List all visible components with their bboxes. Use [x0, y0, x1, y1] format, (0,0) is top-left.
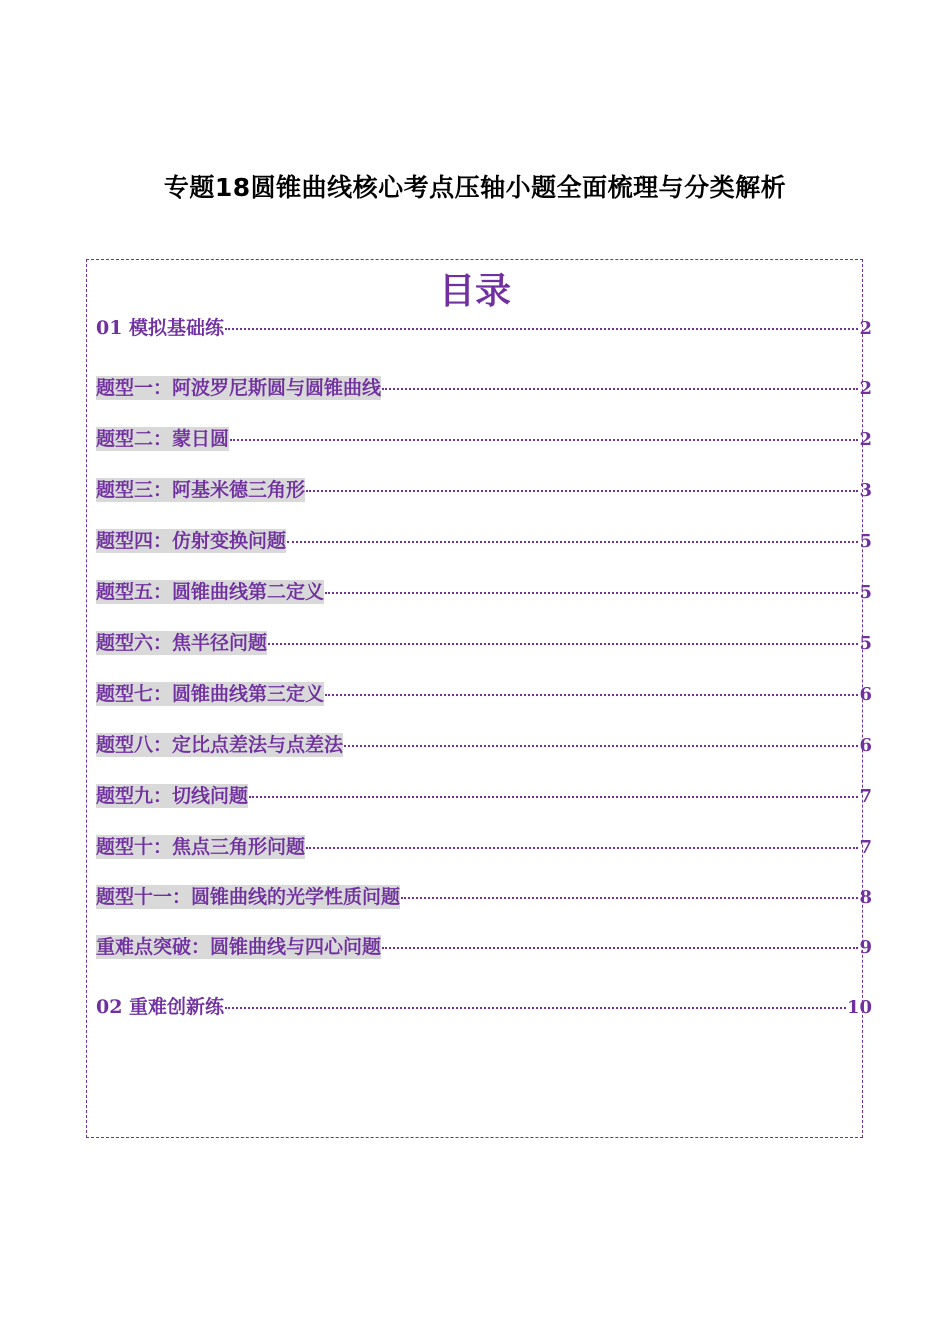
toc-entry[interactable]	[96, 580, 872, 605]
toc-page-number: 3	[859, 480, 872, 501]
toc-entry-label: 01 模拟基础练	[96, 317, 225, 339]
toc-dot-leader	[401, 897, 858, 899]
toc-dot-leader	[344, 745, 858, 747]
toc-page-number: 5	[859, 531, 872, 552]
toc-entry[interactable]	[96, 835, 872, 860]
toc-page-number: 9	[859, 937, 872, 958]
toc-dot-leader	[306, 847, 858, 849]
toc-dot-leader	[382, 947, 858, 949]
toc-entry[interactable]	[96, 631, 872, 656]
toc-page-number: 5	[859, 633, 872, 654]
toc-entry[interactable]	[96, 376, 872, 401]
toc-section-entry[interactable]	[96, 316, 872, 341]
toc-page-number: 7	[859, 837, 872, 858]
toc-entry-label: 题型十：焦点三角形问题	[96, 836, 306, 858]
toc-page-number: 7	[859, 786, 872, 807]
toc-entry-label: 题型四：仿射变换问题	[96, 530, 287, 552]
toc-entry[interactable]	[96, 885, 872, 910]
toc-page-number: 6	[859, 684, 872, 705]
toc-entry[interactable]	[96, 529, 872, 554]
toc-entry-label: 题型八：定比点差法与点差法	[96, 734, 344, 756]
toc-entry-label: 题型七：圆锥曲线第三定义	[96, 683, 325, 705]
toc-entry-label: 题型五：圆锥曲线第二定义	[96, 581, 325, 603]
toc-entry-label: 题型十一：圆锥曲线的光学性质问题	[96, 886, 401, 908]
toc-entry-label: 题型九：切线问题	[96, 785, 249, 807]
toc-entry[interactable]	[96, 478, 872, 503]
toc-dot-leader	[287, 541, 858, 543]
toc-entry-label: 题型一：阿波罗尼斯圆与圆锥曲线	[96, 377, 382, 399]
toc-entry-label: 题型三：阿基米德三角形	[96, 479, 306, 501]
toc-dot-leader	[225, 328, 858, 330]
toc-page-number: 10	[846, 997, 872, 1018]
toc-page-number: 2	[859, 429, 872, 450]
toc-dot-leader	[225, 1007, 846, 1009]
toc-entry-label: 重难点突破：圆锥曲线与四心问题	[96, 936, 382, 958]
toc-entry[interactable]	[96, 733, 872, 758]
toc-entry[interactable]	[96, 427, 872, 452]
toc-entry[interactable]	[96, 682, 872, 707]
toc-section-entry[interactable]	[96, 995, 872, 1020]
toc-page-number: 8	[859, 887, 872, 908]
toc-page-number: 2	[859, 378, 872, 399]
toc-page-number: 5	[859, 582, 872, 603]
toc-page-number: 6	[859, 735, 872, 756]
toc-entry-label: 02 重难创新练	[96, 996, 225, 1018]
toc-dot-leader	[230, 439, 858, 441]
toc-page-number: 2	[859, 318, 872, 339]
toc-dot-leader	[306, 490, 858, 492]
toc-dot-leader	[325, 592, 858, 594]
toc-dot-leader	[268, 643, 858, 645]
toc-entry-label: 题型二：蒙日圆	[96, 428, 230, 450]
toc-dot-leader	[382, 388, 858, 390]
toc-dot-leader	[249, 796, 858, 798]
toc-heading: 目录	[438, 271, 511, 312]
toc-entry[interactable]	[96, 935, 872, 960]
toc-dot-leader	[325, 694, 858, 696]
document-title: 专题18圆锥曲线核心考点压轴小题全面梳理与分类解析	[163, 173, 787, 202]
toc-entry-label: 题型六：焦半径问题	[96, 632, 268, 654]
toc-entry[interactable]	[96, 784, 872, 809]
